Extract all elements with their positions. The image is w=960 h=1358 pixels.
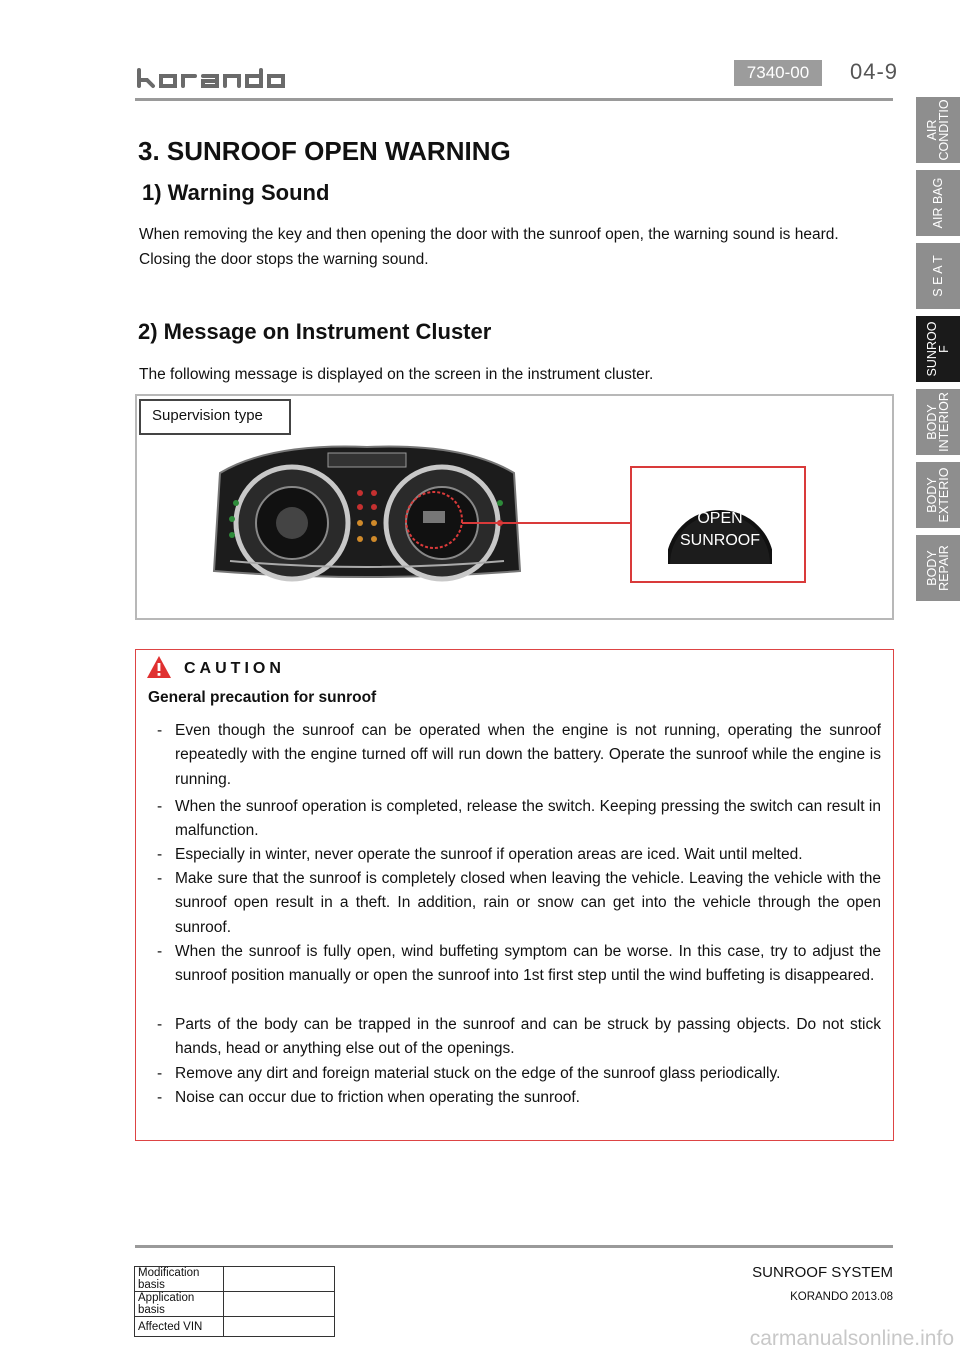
side-tab-body-interior[interactable] xyxy=(916,389,960,455)
footer-rule xyxy=(135,1245,893,1248)
caution-item: - Make sure that the sunroof is completely closed when leaving the vehicle. Leaving the vehicle with the sunroof open result in a theft. In addition, rain or snow can get into the vehicle through the open sunroof. xyxy=(157,870,881,936)
sunroof-text: SUNROOF xyxy=(680,532,760,549)
model-year: KORANDO 2013.08 xyxy=(790,1291,893,1303)
affected-vin-label: Affected VIN xyxy=(135,1317,224,1337)
modification-basis-label: Modification basis xyxy=(135,1267,224,1292)
open-text: OPEN xyxy=(697,510,743,527)
caution-item: - Parts of the body can be trapped in the sunroof and can be struck by passing objects. Do not stick hands, head or anything else out of the openings. xyxy=(157,1016,881,1058)
section-code-badge: 7340-00 xyxy=(734,60,822,86)
section-title: 3. SUNROOF OPEN WARNING xyxy=(138,136,511,166)
caution-title: CAUTION xyxy=(184,660,285,677)
side-tab-body-repair[interactable] xyxy=(916,535,960,601)
subsection-title-instrument-cluster: 2) Message on Instrument Cluster xyxy=(138,319,492,344)
korando-logo xyxy=(135,66,315,90)
side-tab-seat[interactable] xyxy=(916,243,960,309)
side-tab-body-exterior[interactable] xyxy=(916,462,960,528)
open-sunroof-message-badge xyxy=(668,486,772,564)
caution-item: - When the sunroof operation is completed, release the switch. Keeping pressing the switch can result in malfunction. xyxy=(157,798,881,840)
side-tab-air-conditioning[interactable] xyxy=(916,97,960,163)
side-tab-air-bag[interactable] xyxy=(916,170,960,236)
watermark: carmanualsonline.info xyxy=(749,1327,954,1350)
supervision-type-label: Supervision type xyxy=(139,399,291,435)
subsection-title-warning-sound: 1) Warning Sound xyxy=(142,180,330,205)
side-tab-label: BODY REPAIR xyxy=(925,545,951,591)
warning-triangle-icon xyxy=(146,655,172,679)
instrument-cluster-text: The following message is displayed on the screen in the instrument cluster. xyxy=(139,366,654,383)
modification-table xyxy=(134,1266,335,1337)
caution-item: - When the sunroof is fully open, wind buffeting symptom can be worse. In this case, try to adjust the sunroof position manually or open the sunroof into 1st first step until the wind buffeting is disappeared. xyxy=(157,943,881,985)
side-tab-sunroof[interactable] xyxy=(916,316,960,382)
warning-sound-text-line2: Closing the door stops the warning sound. xyxy=(139,251,429,268)
callout-connector-line xyxy=(462,522,630,524)
side-tab-label: AIR CONDITIO xyxy=(925,99,951,161)
application-basis-label: Application basis xyxy=(135,1292,224,1317)
application-basis-value xyxy=(224,1292,335,1317)
affected-vin-value xyxy=(224,1317,335,1337)
caution-item: - Even though the sunroof can be operated when the engine is not running, operating the sunroof repeatedly with the engine turned off will run down the battery. Operate the sunroof while the engine is running. xyxy=(157,722,881,788)
page-number: 04-9 xyxy=(850,59,899,84)
caution-item: - Especially in winter, never operate the sunroof if operation areas are iced. Wait until melted. xyxy=(157,846,803,863)
warning-sound-text-line1: When removing the key and then opening the door with the sunroof open, the warning sound is heard. xyxy=(139,226,839,243)
instrument-cluster-image xyxy=(210,443,524,583)
caution-item: - Noise can occur due to friction when operating the sunroof. xyxy=(157,1089,580,1106)
side-tab-label: BODY EXTERIO xyxy=(925,467,951,523)
side-tab-label: SUNROO F xyxy=(925,321,951,377)
system-title: SUNROOF SYSTEM xyxy=(752,1264,893,1281)
modification-basis-value xyxy=(224,1267,335,1292)
side-tab-label: AIR BAG xyxy=(931,177,945,229)
header-rule xyxy=(135,98,893,101)
caution-subtitle: General precaution for sunroof xyxy=(148,689,377,706)
side-tab-label: S E A T xyxy=(931,255,945,297)
side-tab-label: BODY INTERIOR xyxy=(925,392,951,452)
caution-item: - Remove any dirt and foreign material stuck on the edge of the sunroof glass periodically. xyxy=(157,1065,781,1082)
